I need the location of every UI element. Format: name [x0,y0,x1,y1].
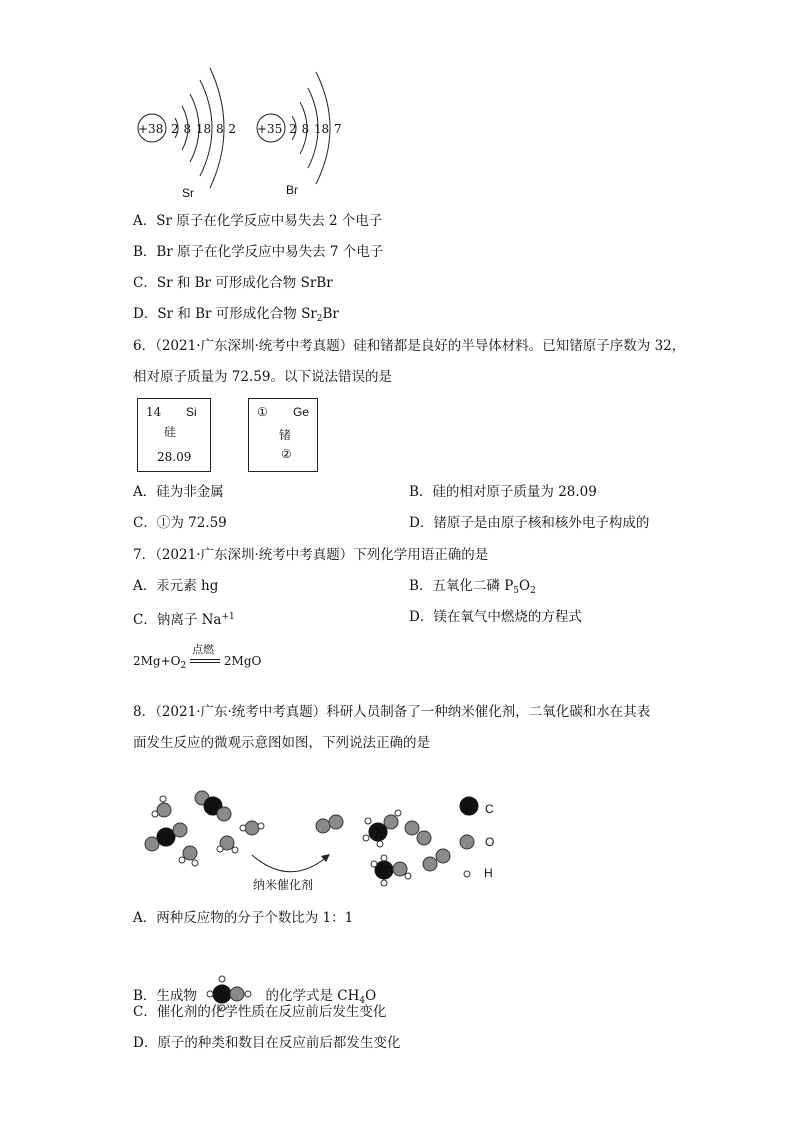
br-nucleus-charge: +35 [257,122,283,136]
catalyst-label: 纳米催化剂 [253,878,314,892]
ge-atomic-mass: ② [281,447,292,461]
br-label: Br [286,183,298,197]
q6-stem-line1: 6．（2021·广东深圳·统考中考真题）硅和锗都是良好的半导体材料。已知锗原子序数为 32， [133,338,686,354]
reaction-arrow [252,855,328,872]
equation-reactants: $2Mg+O_2$ [133,654,187,671]
sr-nucleus-charge: +38 [138,122,164,136]
q8-option-a: A．两种反应物的分子个数比为 1：1 [133,910,354,926]
q7-option-c: C．钠离子 $Na^{+1}$ [133,612,235,628]
legend-c-label: C [485,802,494,816]
q7-option-b: B．五氧化二磷 $P_5O_2$ [409,578,536,596]
co2-molecule [145,823,187,851]
q5-option-a: A．Sr 原子在化学反应中易失去 2 个电子 [133,213,383,229]
si-atomic-mass: 28.09 [157,450,192,464]
q6-option-d: D．锗原子是由原子核和核外电子构成的 [409,515,650,531]
br-electron-shells: 2 8 18 7 [289,122,342,136]
legend-oxygen-atom [460,835,474,849]
reaction-micro-diagram [140,780,520,895]
legend-hydrogen-atom [464,871,470,877]
o2-molecule [423,849,450,871]
q7-option-a: A．汞元素 hg [133,578,219,594]
q5-option-d: D．Sr 和 Br 可形成化合物 $Sr_2Br$ [133,306,339,324]
q7-equation [133,642,262,671]
legend-h-label: H [484,866,493,880]
si-name: 硅 [164,425,177,439]
sr-label: Sr [182,186,194,200]
q8-option-d: D．原子的种类和数目在反应前后都发生变化 [133,1035,401,1051]
q5-option-b: B．Br 原子在化学反应中易失去 7 个电子 [133,244,384,260]
q6-stem-line2: 相对原子质量为 72.59。以下说法错误的是 [133,369,392,385]
water-molecule [217,836,238,853]
q8-stem-line1: 8．（2021·广东·统考中考真题）科研人员制备了一种纳米催化剂，二氧化碳和水在其表 [133,704,651,720]
equation-condition: 点燃 [192,642,215,656]
methanol-molecule [371,855,411,886]
o2-molecule [316,815,343,833]
q8-option-c: C．催化剂的化学性质在反应前后发生变化 [133,1004,387,1020]
q7-stem: 7．（2021·广东深圳·统考中考真题）下列化学用语正确的是 [133,547,489,563]
equation-products: 2MgO [223,654,262,668]
q6-option-a: A．硅为非金属 [133,484,224,500]
methanol-molecule [363,810,401,847]
legend-carbon-atom [460,797,478,815]
water-molecule [240,821,264,835]
q6-option-c: C．①为 72.59 [133,515,227,531]
ge-symbol: Ge [293,405,310,419]
q8-stem-line2: 面发生反应的微观示意图如图，下列说法正确的是 [133,735,430,751]
q6-option-b: B．硅的相对原子质量为 28.09 [409,484,597,500]
si-atomic-number: 14 [146,405,162,419]
water-molecule [179,846,198,866]
legend-o-label: O [485,835,495,849]
ge-atomic-number: ① [257,405,268,419]
ge-name: 锗 [279,428,292,442]
q7-option-d: D．镁在氧气中燃烧的方程式 [409,609,582,625]
si-element-card [137,398,211,472]
ge-element-card [248,398,318,472]
si-symbol: Si [186,405,197,419]
water-molecule [152,796,171,817]
equation-arrow [190,642,220,669]
o2-molecule [405,821,431,845]
co2-molecule [195,791,231,821]
sr-electron-shells: 2 8 18 8 2 [171,122,237,136]
q5-option-c: C．Sr 和 Br 可形成化合物 SrBr [133,275,333,291]
q8-option-b: B．生成物 的化学式是 $CH_4O$ [133,972,376,1012]
